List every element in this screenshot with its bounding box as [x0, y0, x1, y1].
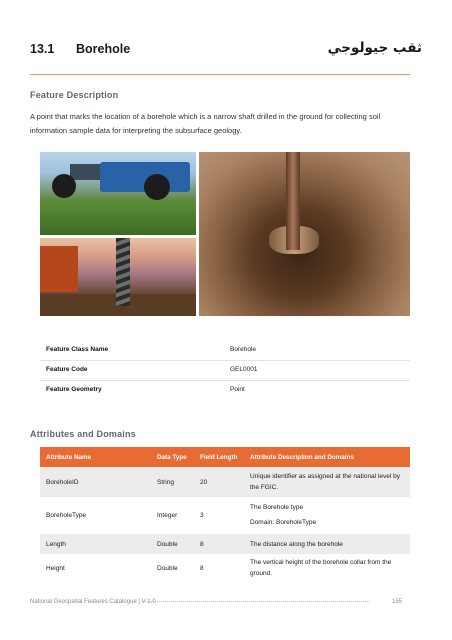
feature-description-text: A point that marks the location of a borehole which is a narrow shaft drilled in the ground for collecting soil information sample data for interpreting the subsurface geology. [30, 112, 381, 135]
footer-catalogue [30, 599, 156, 605]
footer-dotted-leader [142, 601, 370, 602]
feature-geometry-value: Point [230, 386, 245, 393]
auger-sunset-photo [40, 238, 196, 316]
footer-version: V 1.0 [141, 599, 156, 605]
column-header: Field Length [200, 454, 238, 461]
section-title: Borehole [76, 42, 131, 56]
page-number: 155 [391, 599, 402, 605]
feature-class-name-label: Feature Class Name [46, 346, 109, 353]
grass-field [40, 199, 196, 235]
column-header: Attribute Name [46, 454, 92, 461]
attribute-description: The vertical height of the borehole collar from the ground. [250, 559, 392, 577]
feature-geometry-label: Feature Geometry [46, 386, 102, 393]
attribute-name: BoreholeType [46, 512, 87, 519]
field-length: 3 [200, 512, 204, 519]
table-row [40, 534, 410, 554]
attribute-description: Unique identifier as assigned at the national level by the FGIC. [250, 473, 400, 491]
feature-class-name-value: Borehole [230, 346, 257, 353]
attribute-description: The Borehole type [250, 504, 304, 511]
feature-code-value: GEL0001 [230, 366, 258, 373]
data-type: Integer [157, 512, 178, 519]
section-title-arabic: ثقب جيولوجي [327, 40, 422, 56]
attribute-domain: Domain: BoreholeType [250, 519, 317, 526]
footer-separator: | [138, 599, 140, 605]
data-type: String [157, 479, 174, 486]
truck-wheel [52, 174, 76, 198]
section-header [30, 38, 422, 62]
table-header-row [40, 447, 410, 467]
attribute-name: BoreholeID [46, 479, 79, 486]
feature-code-label: Feature Code [46, 366, 88, 373]
data-type: Double [157, 541, 178, 548]
footer-catalogue-name: National Geospatial Features Catalogue [30, 599, 137, 605]
field-length: 8 [200, 565, 204, 572]
feature-geometry-row [40, 381, 410, 401]
column-header: Attribute Description and Domains [250, 454, 354, 461]
section-number: 13.1 [30, 42, 55, 56]
feature-class-name-row [40, 341, 410, 361]
feature-code-row [40, 361, 410, 381]
auger-drill [116, 238, 130, 306]
borehole-pipe [286, 152, 300, 250]
table-row [40, 554, 410, 582]
data-type: Double [157, 565, 178, 572]
borehole-photo-collage [40, 152, 410, 316]
field-length: 20 [200, 479, 208, 486]
table-row [40, 497, 410, 534]
drilling-machine [40, 246, 78, 292]
column-header: Data Type [157, 454, 187, 461]
attributes-heading: Attributes and Domains [30, 429, 136, 439]
field-length: 8 [200, 541, 204, 548]
attribute-description: The distance along the borehole [250, 541, 343, 548]
drilling-truck-photo [40, 152, 196, 235]
attribute-name: Height [46, 565, 65, 572]
borehole-pit-photo [199, 152, 410, 316]
attribute-name: Length [46, 541, 66, 548]
header-divider [30, 74, 410, 75]
truck-wheel [144, 174, 170, 200]
table-row [40, 467, 410, 497]
feature-description-heading: Feature Description [30, 90, 119, 100]
